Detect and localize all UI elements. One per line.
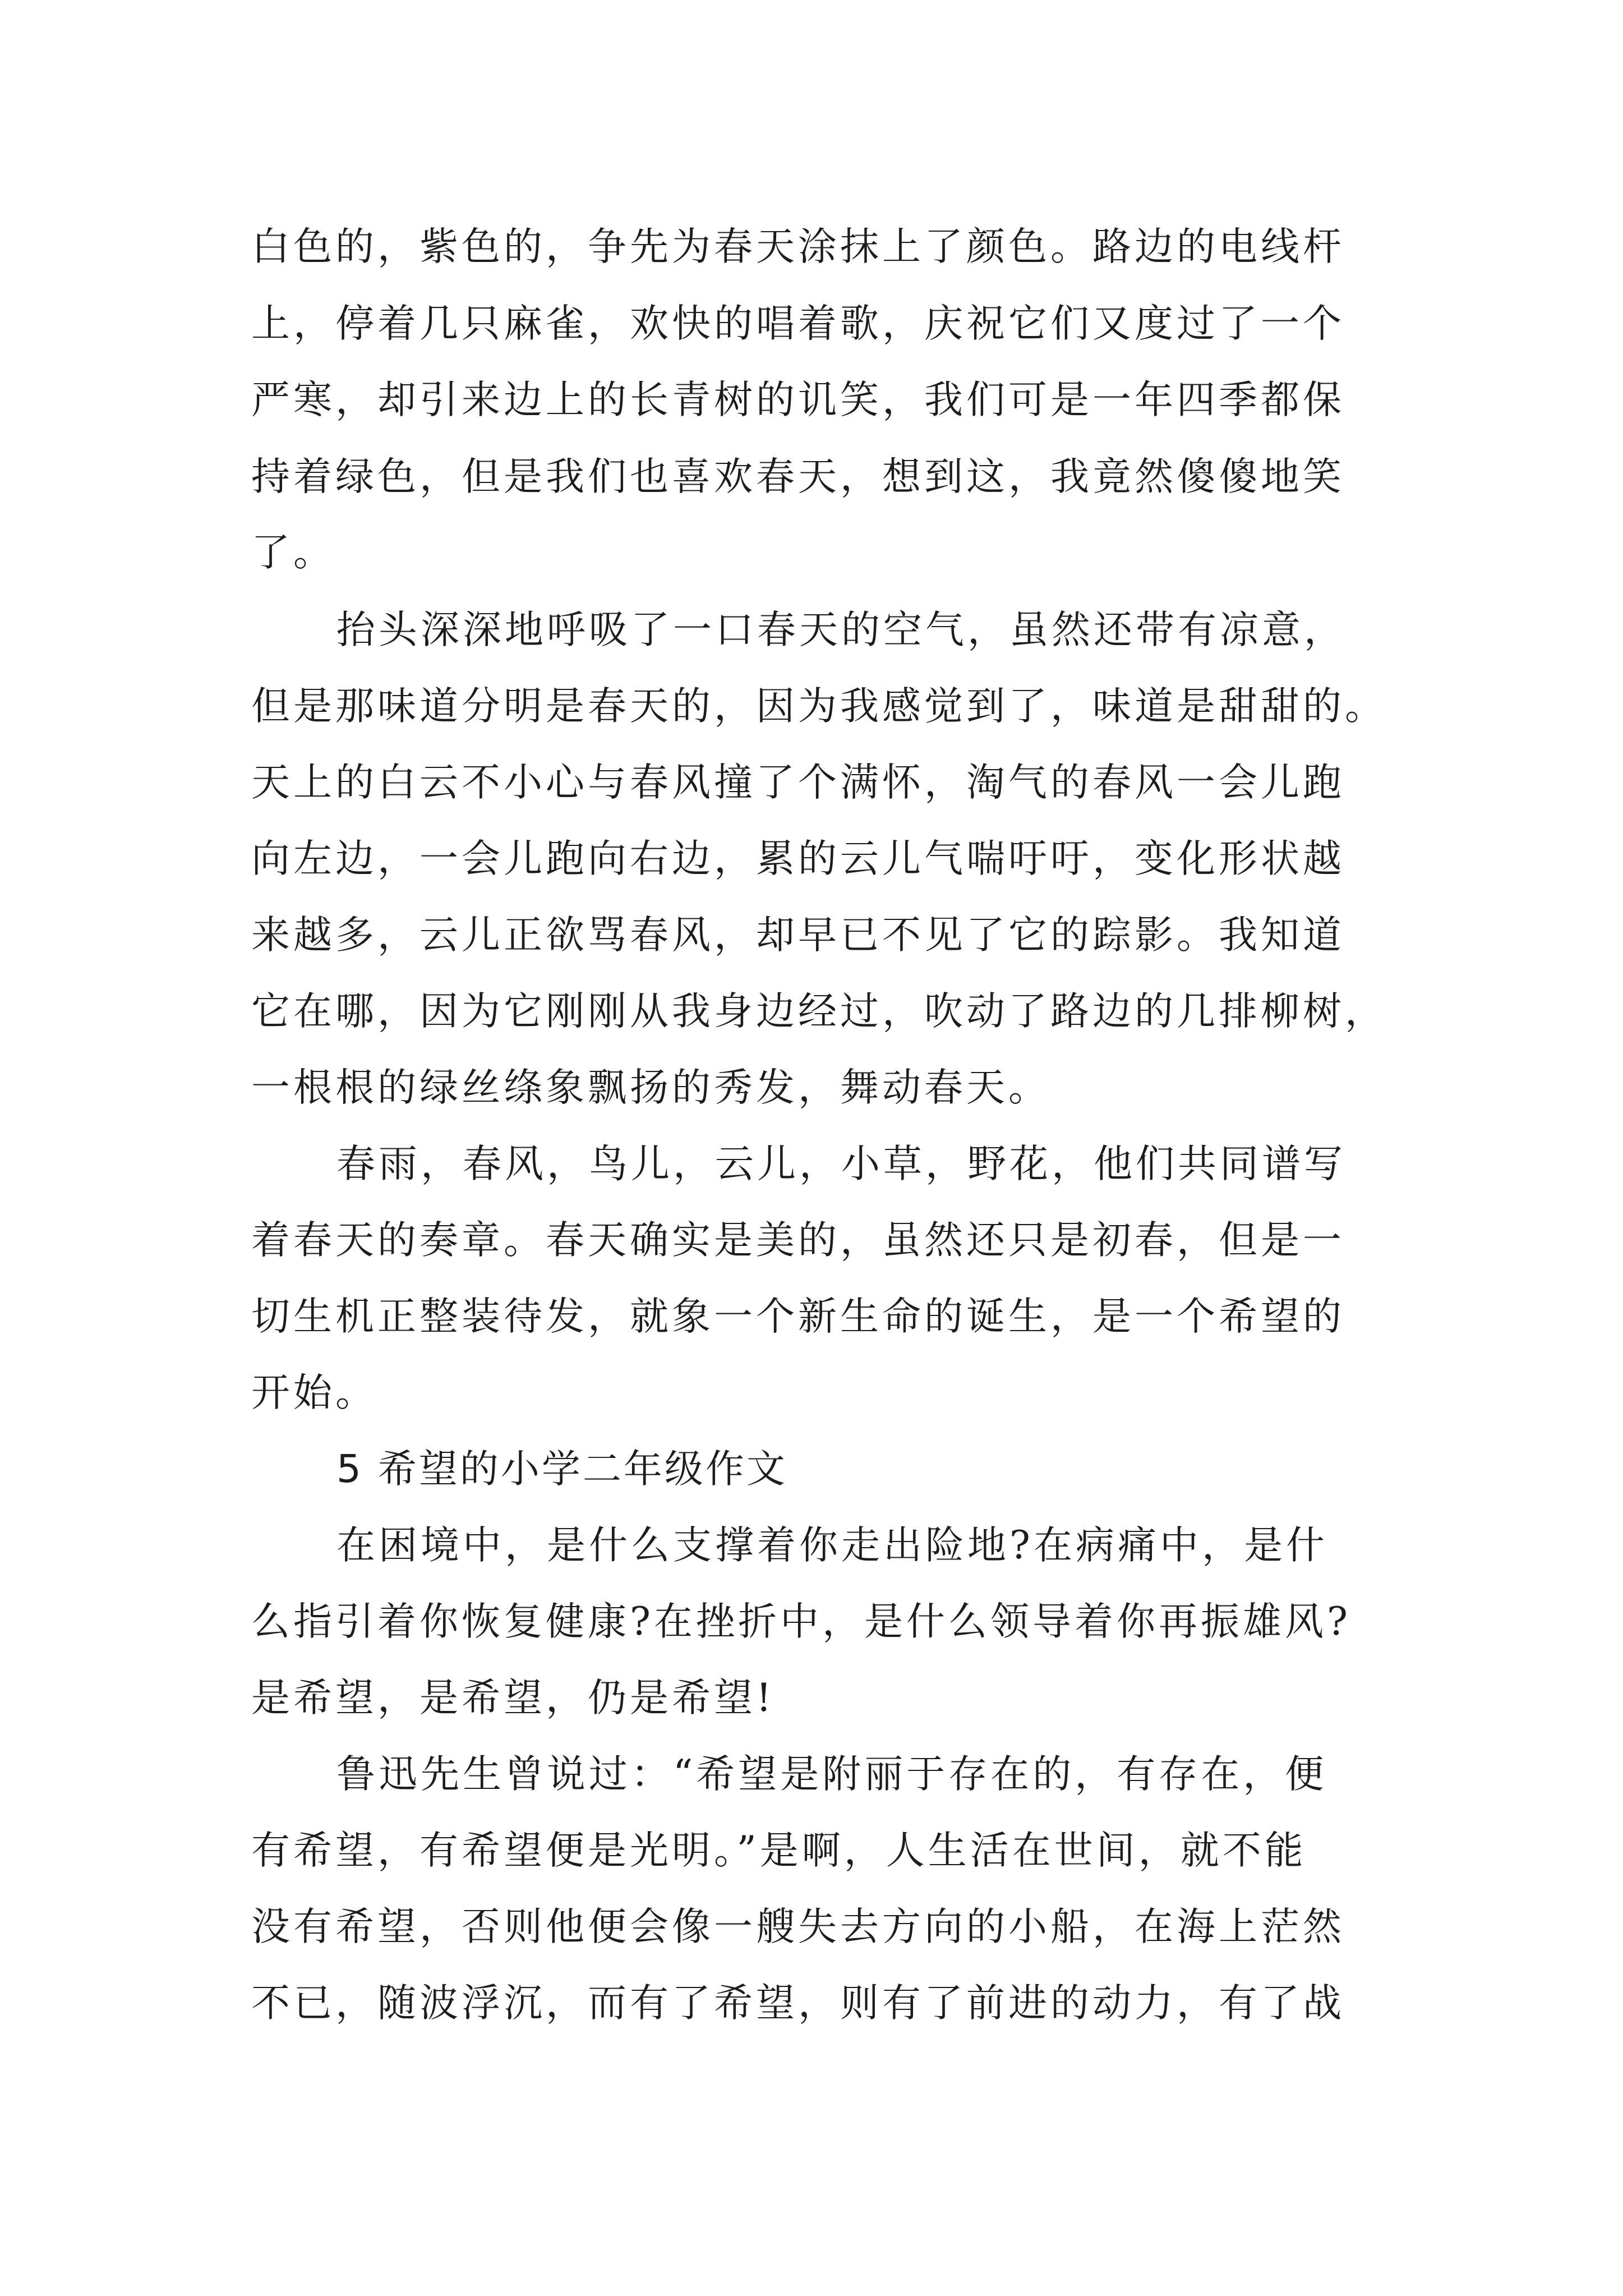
paragraph-line: 天上的白云不小心与春风撞了个满怀，淘气的春风一会儿跑 <box>251 760 1345 805</box>
paragraph-line: 上，停着几只麻雀，欢快的唱着歌，庆祝它们又度过了一个 <box>251 301 1345 346</box>
paragraph-line: 没有希望，否则他便会像一艘失去方向的小船，在海上茫然 <box>251 1904 1345 1949</box>
paragraph-line: 着春天的奏章。春天确实是美的，虽然还只是初春，但是一 <box>251 1218 1345 1263</box>
paragraph-line: 是希望，是希望，仍是希望! <box>251 1676 775 1720</box>
paragraph-line: 但是那味道分明是春天的，因为我感觉到了，味道是甜甜的。 <box>251 684 1387 729</box>
paragraph-line: 白色的，紫色的，争先为春天涂抹上了颜色。路边的电线杆 <box>251 224 1345 269</box>
paragraph-line: 抬头深深地呼吸了一口春天的空气，虽然还带有凉意， <box>336 608 1346 652</box>
paragraph-line: 一根根的绿丝绦象飘扬的秀发，舞动春天。 <box>251 1065 1050 1110</box>
paragraph-line: 在困境中，是什么支撑着你走出险地?在病痛中，是什 <box>336 1523 1328 1568</box>
paragraph-line: 鲁迅先生曾说过：“希望是附丽于存在的，有存在，便 <box>336 1752 1327 1797</box>
section-heading: 5 希望的小学二年级作文 <box>336 1447 787 1492</box>
paragraph-line: 严寒，却引来边上的长青树的讥笑，我们可是一年四季都保 <box>251 378 1345 422</box>
paragraph-line: 切生机正整装待发，就象一个新生命的诞生，是一个希望的 <box>251 1294 1345 1339</box>
paragraph-line: 它在哪，因为它刚刚从我身边经过，吹动了路边的几排柳树， <box>251 989 1387 1034</box>
paragraph-line: 向左边，一会儿跑向右边，累的云儿气喘吁吁，变化形状越 <box>251 836 1345 881</box>
paragraph-line: 不已，随波浮沉，而有了希望，则有了前进的动力，有了战 <box>251 1981 1345 2026</box>
paragraph-line: 开始。 <box>251 1370 377 1415</box>
paragraph-line: 来越多，云儿正欲骂春风，却早已不见了它的踪影。我知道 <box>251 913 1345 958</box>
paragraph-line: 了。 <box>251 530 335 575</box>
paragraph-line: 持着绿色，但是我们也喜欢春天，想到这，我竟然傻傻地笑 <box>251 454 1345 499</box>
paragraph-line: 么指引着你恢复健康?在挫折中，是什么领导着你再振雄风? <box>251 1599 1351 1644</box>
paragraph-line: 有希望，有希望便是光明。”是啊，人生活在世间，就不能 <box>251 1828 1307 1873</box>
paragraph-line: 春雨，春风，鸟儿，云儿，小草，野花，他们共同谱写 <box>336 1142 1346 1186</box>
